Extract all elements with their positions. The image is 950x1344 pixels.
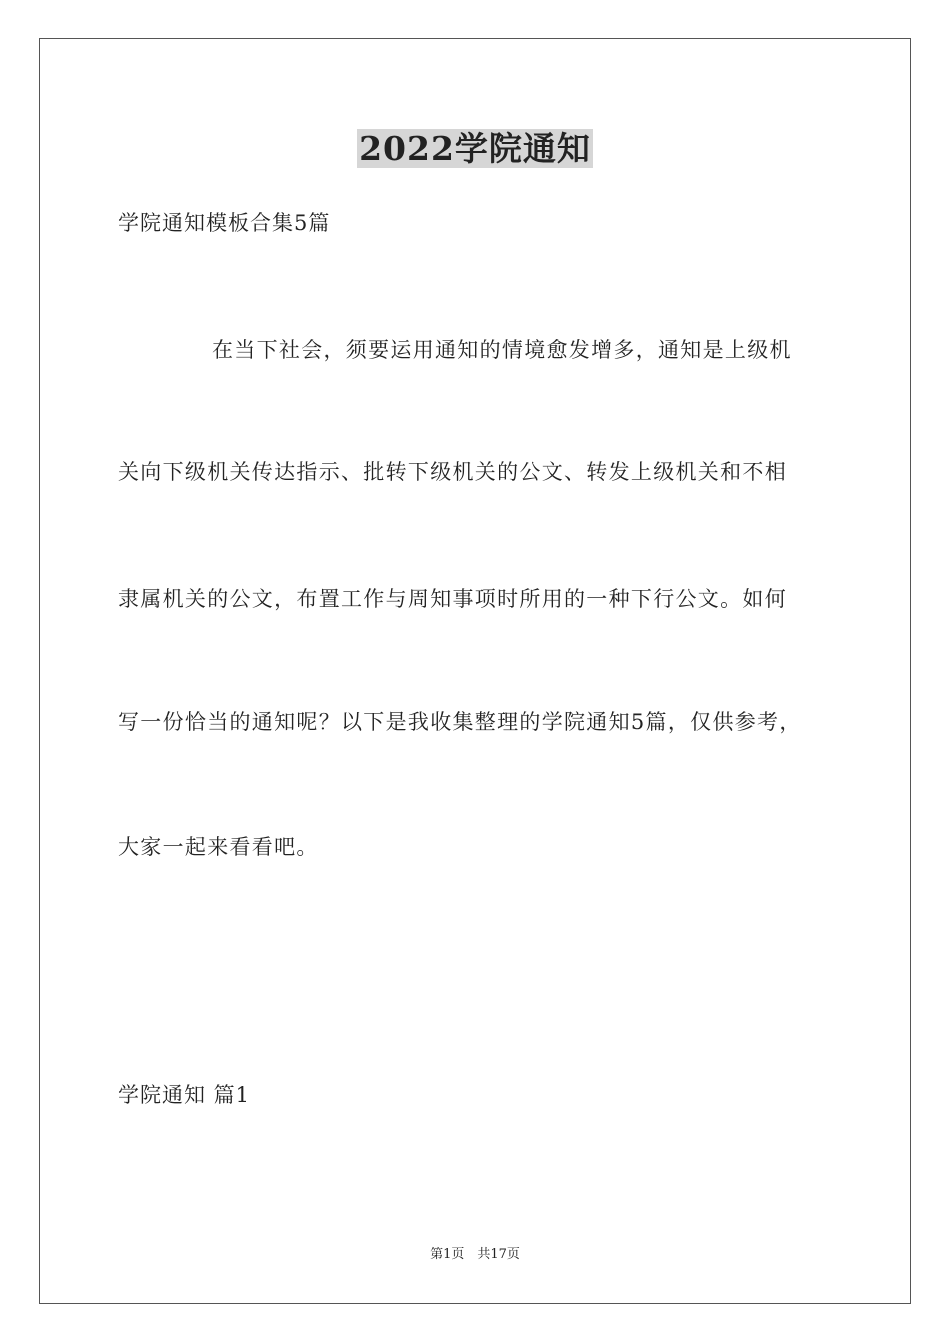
document-subtitle: 学院通知模板合集5篇 [118,211,331,235]
intro-paragraph-line: 隶属机关的公文，布置工作与周知事项时所用的一种下行公文。如何 [118,587,787,611]
document-title [0,124,950,174]
section-heading: 学院通知 篇1 [118,1083,251,1107]
intro-paragraph-line: 关向下级机关传达指示、批转下级机关的公文、转发上级机关和不相 [118,460,787,484]
document-title-text: 2022学院通知 [359,129,591,168]
intro-paragraph-line: 写一份恰当的通知呢？以下是我收集整理的学院通知5篇，仅供参考， [118,710,802,734]
intro-paragraph-line: 在当下社会，须要运用通知的情境愈发增多，通知是上级机 [212,338,792,362]
intro-paragraph-line: 大家一起来看看吧。 [118,835,319,859]
page-footer: 第1页 共17页 [430,1247,520,1262]
